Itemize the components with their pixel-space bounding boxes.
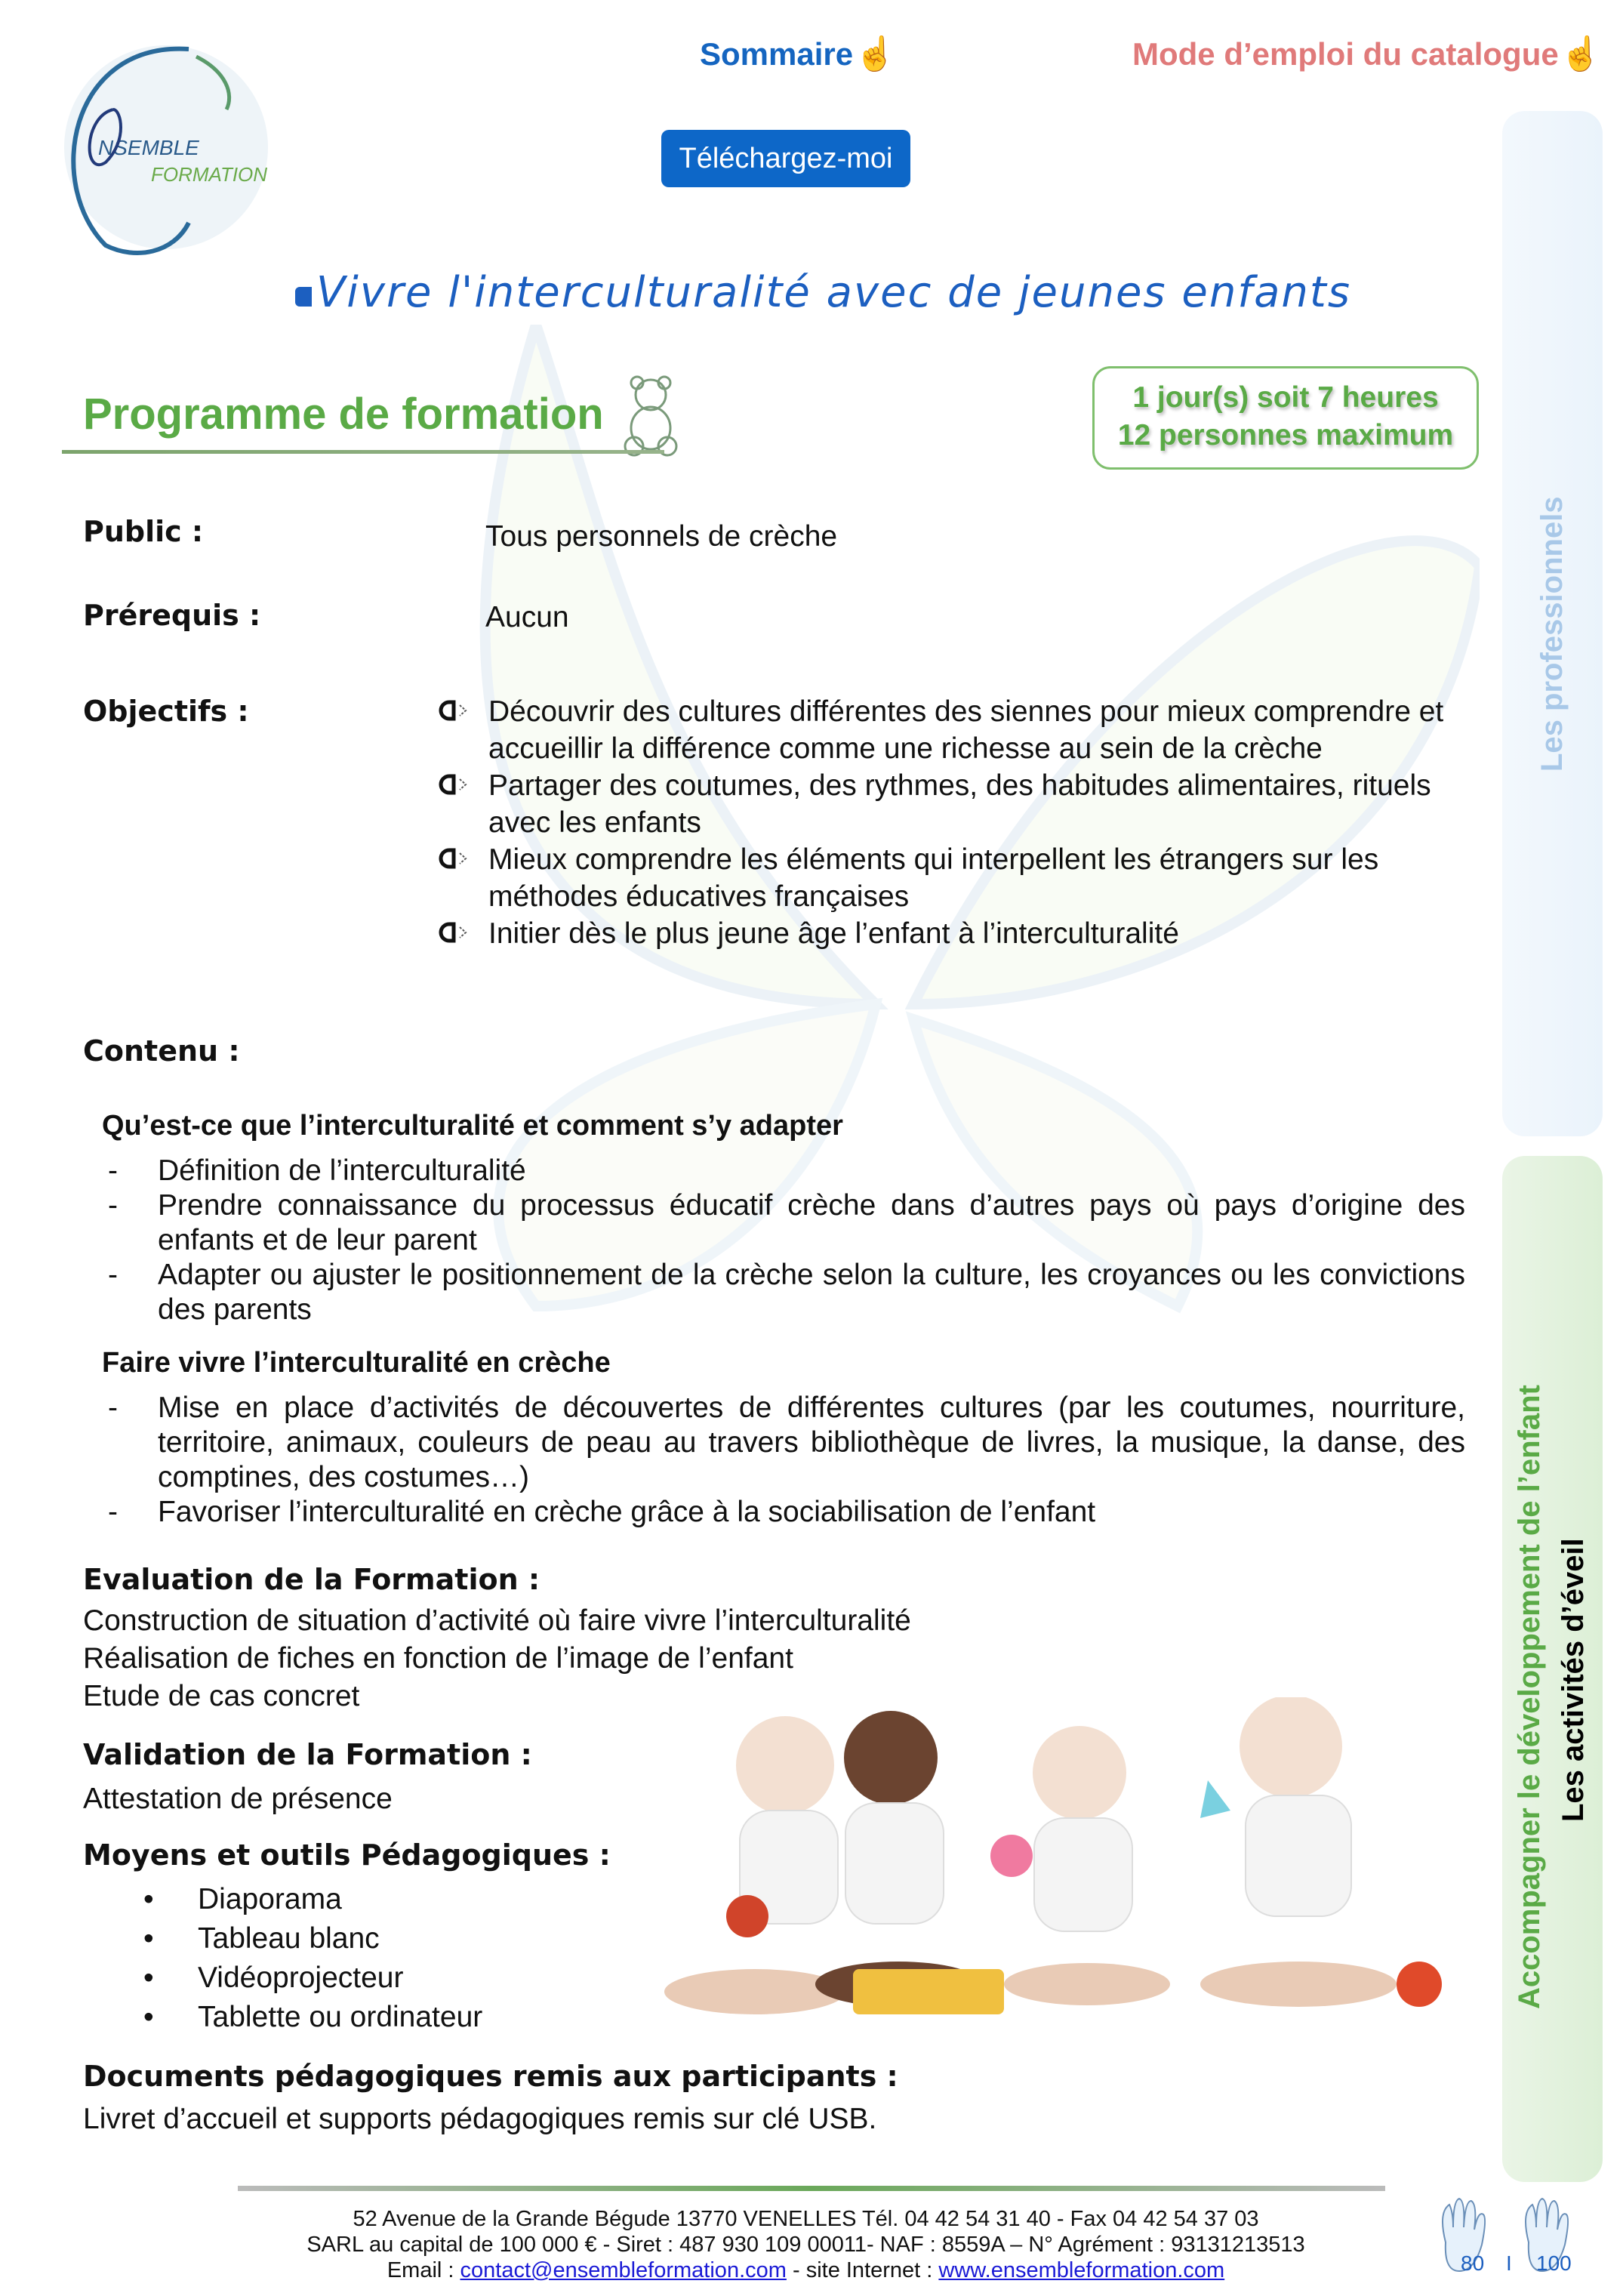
title-bullet-icon: [295, 287, 312, 307]
logo-text-formation: FORMATION: [151, 163, 268, 186]
list-item: - Mise en place d’activités de découvertes de différentes cultures (par les coutumes, nourriture, territoire, animaux, couleurs de peau au travers bibliothèque de livres, la musique, la danse, des comptines, des costumes…): [108, 1391, 1465, 1495]
title-text: Vivre l'interculturalité avec de jeunes enfants: [316, 268, 1352, 317]
mode-emploi-link[interactable]: [1132, 34, 1602, 73]
moyens-list: [143, 1880, 482, 2037]
contenu-section-list: [108, 1154, 1465, 1327]
duration-box: [1092, 366, 1479, 470]
email-label: Email :: [387, 2258, 460, 2282]
list-item: • Diaporama: [143, 1880, 482, 1919]
arrow-bullet-icon: [439, 847, 469, 870]
contenu-label: Contenu :: [83, 1034, 240, 1068]
sidebar-bottom-sub: Les activités d’éveil: [1557, 1538, 1590, 1822]
objectif-item: Découvrir des cultures différentes des siennes pour mieux comprendre et accueillir la différence comme une richesse au sein de la crèche: [439, 693, 1480, 767]
footer-contact: [226, 2257, 1385, 2283]
validation-label: Validation de la Formation :: [83, 1738, 532, 1771]
babies-photo: [634, 1697, 1464, 2045]
heading-underline: [62, 450, 664, 454]
site-label: - site Internet :: [786, 2258, 939, 2282]
teddy-bear-icon: [613, 374, 688, 457]
objectifs-list: [439, 693, 1480, 952]
sidebar-top-label: Les professionnels: [1535, 496, 1569, 772]
sidebar-bottom-main: Accompagner le développement de l’enfant: [1513, 1385, 1546, 2009]
list-item: - Définition de l’interculturalité: [108, 1154, 1465, 1188]
ensemble-formation-logo: [38, 34, 294, 260]
hands-icon: [1431, 2197, 1604, 2280]
prerequis-label: Prérequis :: [83, 599, 261, 632]
page-title: [295, 268, 1351, 317]
programme-heading: Programme de formation: [83, 390, 604, 439]
website-link[interactable]: www.ensembleformation.com: [938, 2258, 1225, 2282]
objectif-item: Mieux comprendre les éléments qui interpellent les étrangers sur les méthodes éducatives françaises: [439, 841, 1480, 915]
sommaire-link[interactable]: [700, 34, 896, 73]
public-value: Tous personnels de crèche: [485, 520, 838, 553]
contenu-section-title: Qu’est-ce que l’interculturalité et comment s’y adapter: [102, 1110, 843, 1142]
footer-divider: [238, 2186, 1385, 2191]
evaluation-line: Réalisation de fiches en fonction de l’image de l’enfant: [83, 1642, 793, 1675]
list-item: - Prendre connaissance du processus éducatif crèche dans d’autres pays où pays d’origine des enfants et de leur parent: [108, 1188, 1465, 1258]
total-pages: 100: [1536, 2251, 1572, 2275]
validation-value: Attestation de présence: [83, 1783, 393, 1815]
list-item: - Favoriser l’interculturalité en crèche grâce à la sociabilisation de l’enfant: [108, 1495, 1465, 1530]
duration-text: 1 jour(s) soit 7 heures: [1132, 381, 1439, 414]
objectif-item: Partager des coutumes, des rythmes, des habitudes alimentaires, rituels avec les enfants: [439, 767, 1480, 841]
contenu-section-title: Faire vivre l’interculturalité en crèche: [102, 1347, 611, 1379]
contenu-section-list: [108, 1391, 1465, 1530]
evaluation-line: Etude de cas concret: [83, 1680, 360, 1712]
mode-emploi-label: Mode d’emploi du catalogue: [1132, 36, 1559, 72]
sidebar-tab-developpement[interactable]: [1502, 1156, 1603, 2182]
capacity-text: 12 personnes maximum: [1117, 419, 1454, 451]
moyens-label: Moyens et outils Pédagogiques :: [83, 1838, 611, 1872]
footer-address: 52 Avenue de la Grande Bégude 13770 VENELLES Tél. 04 42 54 31 40 - Fax 04 42 54 37 03: [353, 2207, 1259, 2231]
logo-text-ensemble: NSEMBLE: [98, 136, 199, 159]
objectif-item: Initier dès le plus jeune âge l’enfant à l’interculturalité: [439, 915, 1480, 952]
documents-value: Livret d’accueil et supports pédagogiques remis sur clé USB.: [83, 2103, 877, 2135]
page-separator: I: [1506, 2251, 1512, 2275]
evaluation-label: Evaluation de la Formation :: [83, 1563, 540, 1596]
sidebar-tab-professionnels[interactable]: [1502, 111, 1603, 1136]
prerequis-value: Aucun: [485, 601, 569, 633]
footer: [226, 2206, 1385, 2283]
current-page: 80: [1461, 2251, 1485, 2275]
public-label: Public :: [83, 515, 204, 548]
list-item: • Vidéoprojecteur: [143, 1959, 482, 1998]
documents-label: Documents pédagogiques remis aux participants :: [83, 2060, 898, 2093]
hand-pointer-icon: ☝: [1560, 35, 1602, 72]
list-item: • Tablette ou ordinateur: [143, 1998, 482, 2037]
evaluation-line: Construction de situation d’activité où faire vivre l’interculturalité: [83, 1604, 911, 1637]
footer-legal: SARL au capital de 100 000 € - Siret : 487 930 109 00011- NAF : 8559A – N° Agrément : 93131213513: [306, 2233, 1305, 2257]
sommaire-label: Sommaire: [700, 36, 854, 72]
arrow-bullet-icon: [439, 921, 469, 944]
list-item: • Tableau blanc: [143, 1919, 482, 1959]
page-counter: [1431, 2197, 1604, 2280]
list-item: - Adapter ou ajuster le positionnement de la crèche selon la culture, les croyances ou les convictions des parents: [108, 1258, 1465, 1327]
objectifs-label: Objectifs :: [83, 695, 249, 728]
hand-pointer-icon: ☝: [855, 35, 896, 72]
email-link[interactable]: contact@ensembleformation.com: [460, 2258, 787, 2282]
download-button[interactable]: Téléchargez-moi: [661, 130, 910, 187]
arrow-bullet-icon: [439, 699, 469, 722]
arrow-bullet-icon: [439, 773, 469, 796]
